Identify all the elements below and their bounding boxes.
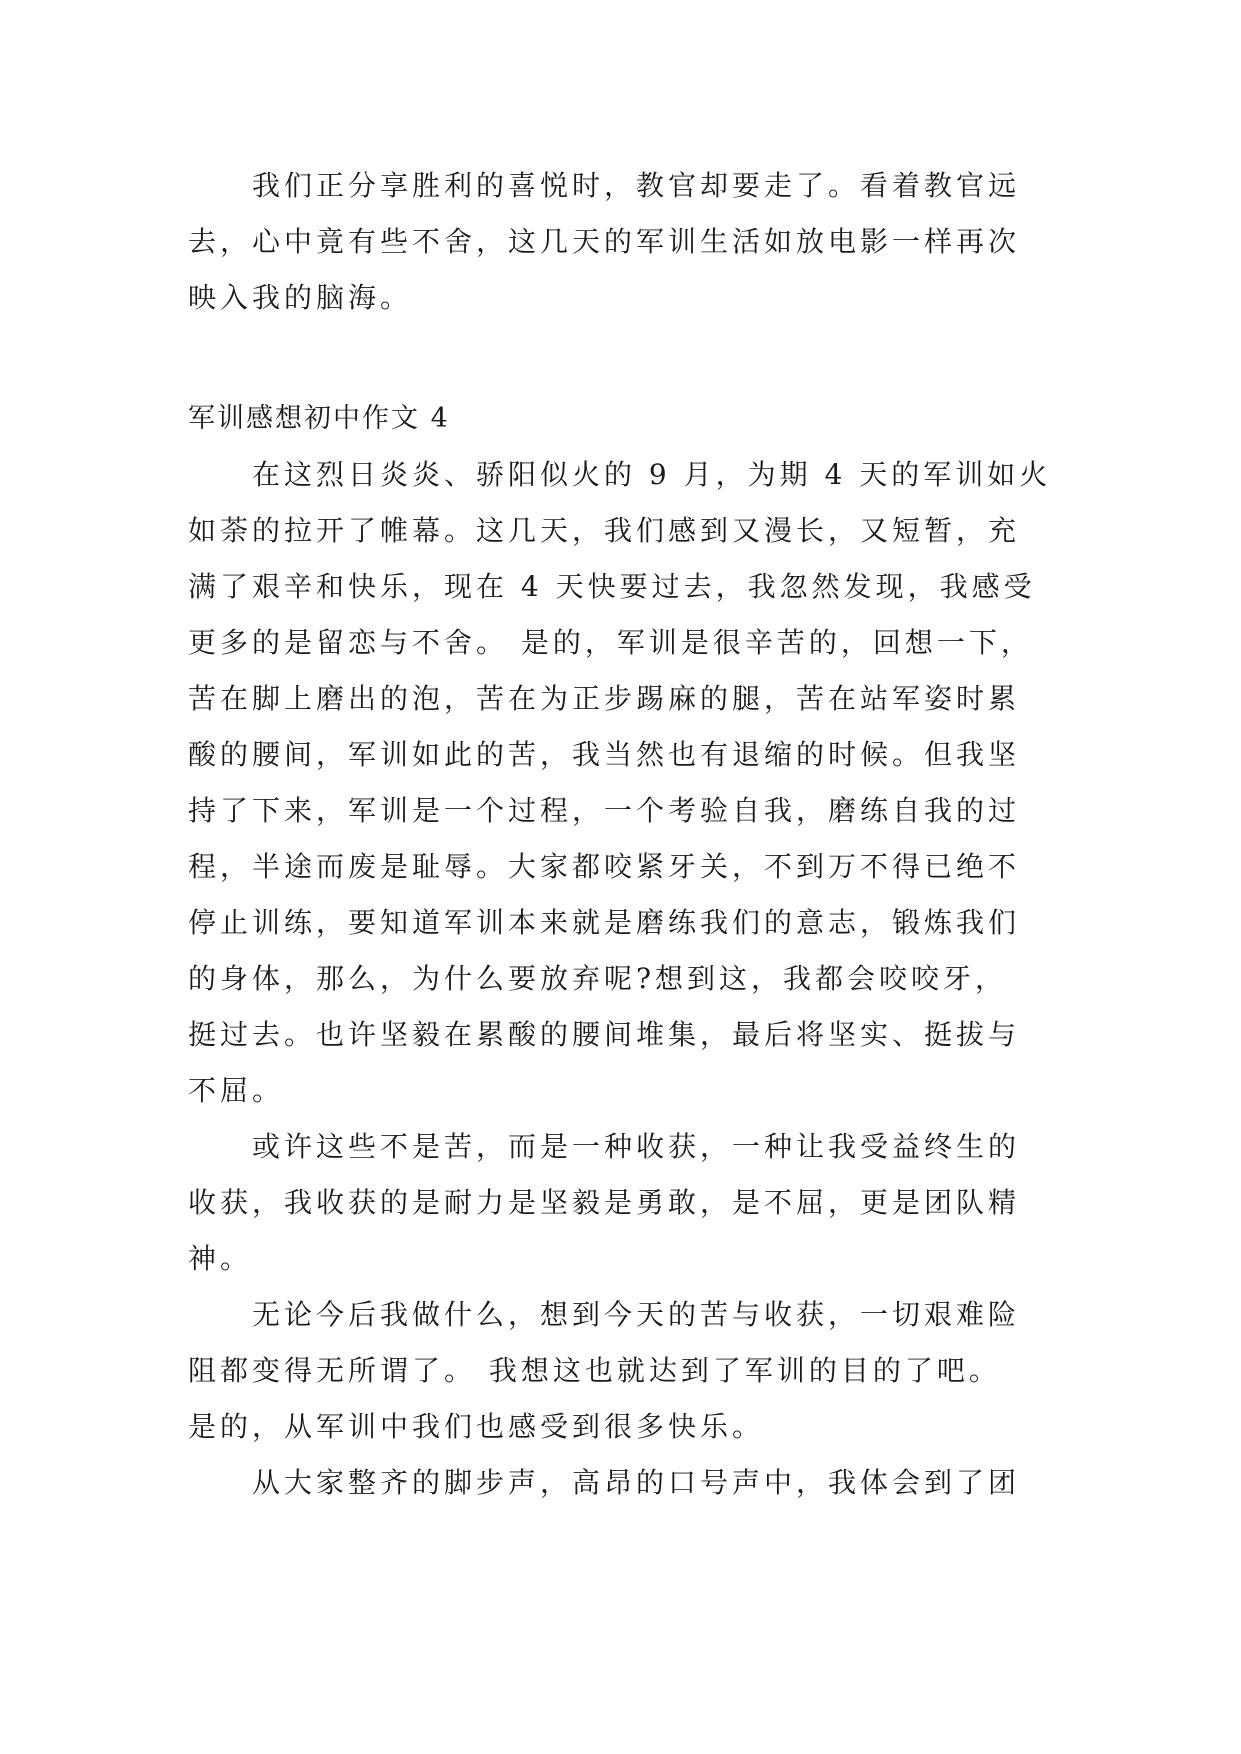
- paragraph-line: 映入我的脑海。: [188, 281, 413, 314]
- paragraph-line: 停止训练，要知道军训本来就是磨练我们的意志，锻炼我们: [188, 906, 1021, 939]
- paragraph-line: 持了下来，军训是一个过程，一个考验自我，磨练自我的过: [188, 794, 1021, 827]
- paragraph-line: 苦在脚上磨出的泡，苦在为正步踢麻的腿，苦在站军姿时累: [188, 682, 1021, 715]
- paragraph-line: 程，半途而废是耻辱。大家都咬紧牙关，不到万不得已绝不: [188, 850, 1021, 883]
- paragraph-line: 阻都变得无所谓了。 我想这也就达到了军训的目的了吧。: [188, 1354, 1001, 1387]
- paragraph-line: 或许这些不是苦，而是一种收获，一种让我受益终生的: [188, 1130, 1021, 1163]
- paragraph-line: 神。: [188, 1242, 253, 1275]
- paragraph-line: 去，心中竟有些不舍，这几天的军训生活如放电影一样再次: [188, 225, 1021, 258]
- paragraph-line: 更多的是留恋与不舍。 是的，军训是很辛苦的，回想一下，: [188, 626, 1033, 659]
- paragraph-line: 在这烈日炎炎、骄阳似火的 9 月，为期 4 天的军训如火: [188, 458, 1052, 491]
- paragraph-line: 如荼的拉开了帷幕。这几天，我们感到又漫长，又短暂，充: [188, 514, 1021, 547]
- paragraph-line: 从大家整齐的脚步声，高昂的口号声中，我体会到了团: [188, 1466, 1021, 1499]
- paragraph-line: 无论今后我做什么，想到今天的苦与收获，一切艰难险: [188, 1298, 1021, 1331]
- paragraph-line: 收获，我收获的是耐力是坚毅是勇敢，是不屈，更是团队精: [188, 1186, 1021, 1219]
- paragraph-line: 挺过去。也许坚毅在累酸的腰间堆集，最后将坚实、挺拔与: [188, 1018, 1021, 1051]
- paragraph-line: 是的，从军训中我们也感受到很多快乐。: [188, 1410, 765, 1443]
- section-heading: 军训感想初中作文 4: [188, 403, 450, 434]
- paragraph-line: 我们正分享胜利的喜悦时，教官却要走了。看着教官远: [188, 169, 1021, 202]
- paragraph-line: 不屈。: [188, 1074, 285, 1107]
- paragraph-line: 酸的腰间，军训如此的苦，我当然也有退缩的时候。但我坚: [188, 738, 1021, 771]
- paragraph-line: 满了艰辛和快乐，现在 4 天快要过去，我忽然发现，我感受: [188, 570, 1036, 603]
- paragraph-line: 的身体，那么，为什么要放弃呢?想到这，我都会咬咬牙，: [188, 962, 1008, 995]
